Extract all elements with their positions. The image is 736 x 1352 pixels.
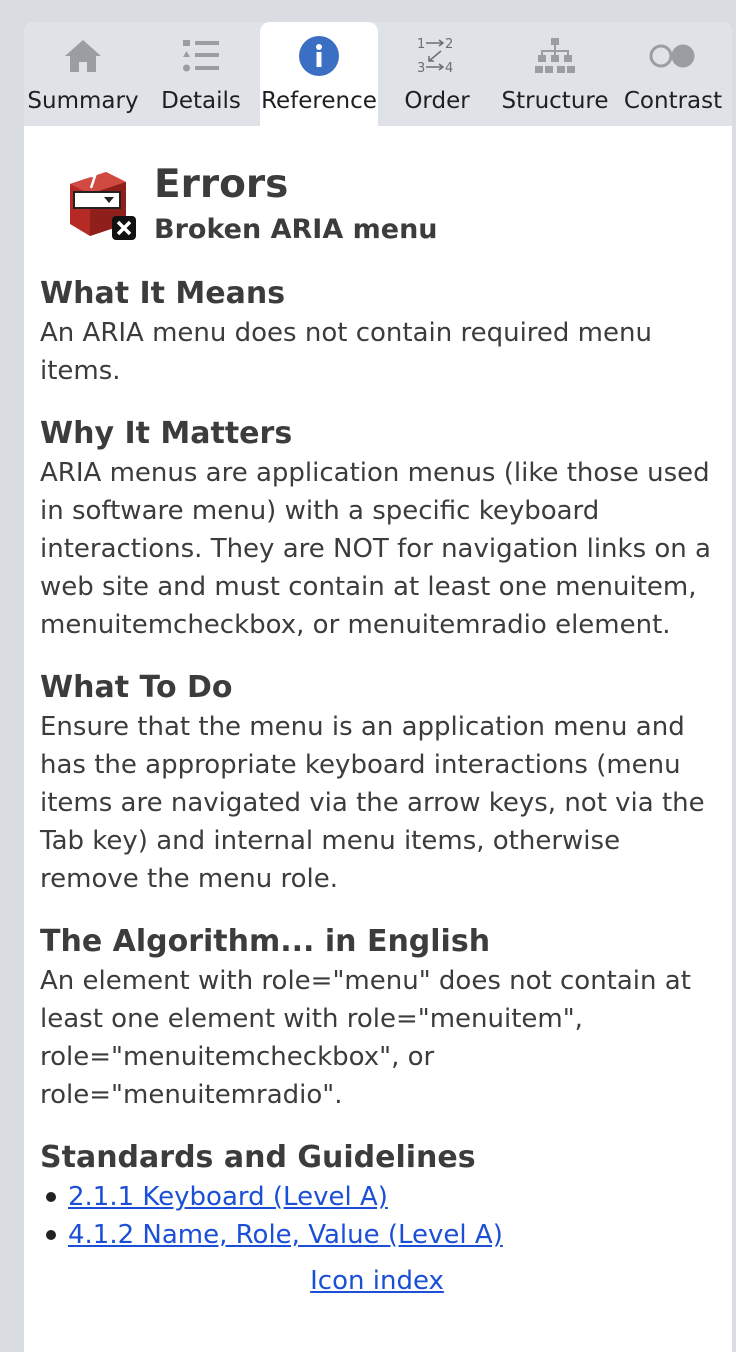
info-icon (260, 36, 378, 76)
section-heading: Standards and Guidelines (40, 1140, 476, 1175)
reference-header (40, 126, 732, 274)
tab-label: Details (161, 88, 241, 114)
tab-label: Reference (261, 88, 377, 114)
tab-bar (24, 22, 732, 126)
tab-contrast[interactable] (614, 22, 732, 126)
tab-order[interactable] (378, 22, 496, 126)
standards-list (40, 1178, 720, 1254)
page-title: Errors (154, 162, 289, 207)
page-subtitle: Broken ARIA menu (154, 214, 438, 245)
reference-panel (24, 22, 732, 1352)
section-heading: Why It Matters (40, 416, 293, 451)
tab-label: Summary (27, 88, 139, 114)
section-what-it-means (40, 274, 720, 390)
svg-text:1: 1 (417, 37, 426, 52)
section-heading: What It Means (40, 276, 286, 311)
section-algorithm (40, 922, 720, 1114)
section-body: Ensure that the menu is an application menu and has the appropriate keyboard interactions (menu items are navigated via the arrow keys, not via the Tab key) and internal menu items, otherwise remove the menu role. (40, 712, 705, 894)
list-item (68, 1178, 720, 1216)
reference-content (24, 126, 732, 1296)
list-item (68, 1216, 720, 1254)
home-icon (24, 36, 142, 76)
section-why-it-matters (40, 414, 720, 644)
standard-link-keyboard[interactable]: 2.1.1 Keyboard (Level A) (68, 1182, 388, 1212)
tab-label: Order (404, 88, 470, 114)
standard-link-name-role-value[interactable]: 4.1.2 Name, Role, Value (Level A) (68, 1220, 503, 1250)
section-standards (40, 1138, 720, 1296)
order-icon (378, 36, 496, 76)
svg-text:4: 4 (445, 61, 454, 76)
broken-menu-error-icon (66, 162, 138, 242)
icon-index-link[interactable]: Icon index (310, 1266, 444, 1296)
list-icon (142, 36, 260, 76)
tab-label: Structure (501, 88, 609, 114)
svg-text:3: 3 (417, 61, 426, 76)
contrast-icon (614, 36, 732, 76)
section-body: ARIA menus are application menus (like those used in software menu) with a specific keyboard interactions. They are NOT for navigation links on a web site and must contain at least one menuitem, menuitemcheckbox, or menuitemradio element. (40, 458, 711, 640)
section-heading: The Algorithm... in English (40, 924, 491, 959)
tab-summary[interactable] (24, 22, 142, 126)
structure-icon (496, 36, 614, 76)
section-body: An element with role="menu" does not contain at least one element with role="menuitem", role="menuitemcheckbox", or role="menuitemradio". (40, 966, 691, 1110)
section-body: An ARIA menu does not contain required menu items. (40, 318, 652, 386)
tab-details[interactable] (142, 22, 260, 126)
tab-label: Contrast (623, 88, 723, 114)
svg-text:2: 2 (445, 37, 454, 52)
tab-reference[interactable] (260, 22, 378, 126)
section-heading: What To Do (40, 670, 233, 705)
tab-structure[interactable] (496, 22, 614, 126)
section-what-to-do (40, 668, 720, 898)
